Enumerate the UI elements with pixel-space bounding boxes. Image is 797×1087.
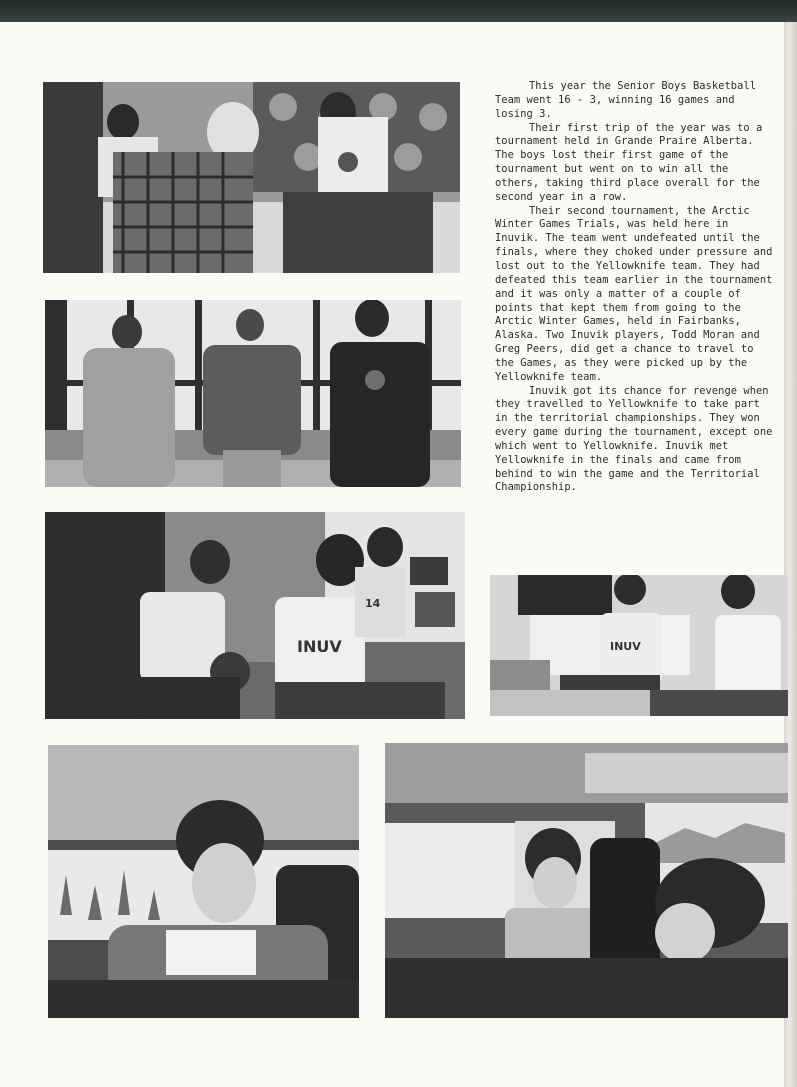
article-paragraph: Their second tournament, the Arctic Winter Games Trials, was held here in Inuvik. The team went undefeated until the finals, where they choked under pressure and lost out to the Yellowknife team. They had defeated this team earlier in the tournament and it was only a matter of a couple of points that kept them from going to the Arctic Winter Games, held in Fairbanks, Alaska. Two Inuvik players, Todd Moran and Greg Peers, did get a chance to travel to the Games, as they were picked up by the Yellowknife team.: [495, 204, 773, 383]
photo-player-in-van: [48, 745, 359, 1018]
jersey-number: 14: [365, 597, 381, 610]
article-paragraph: Their first trip of the year was to a tournament held in Grande Praire Alberta. The boys lost their first game of the tournament but went on to win all the others, taking third place overall for the second year in a row.: [495, 121, 763, 203]
photo-players-in-truck: [385, 743, 788, 1018]
jersey-text-left: INUV: [297, 637, 342, 656]
photo-players-with-basketball: [45, 512, 465, 719]
jersey-text-right: INUV: [610, 640, 641, 653]
article-paragraph: Inuvik got its chance for revenge when they travelled to Yellowknife to take part in the territorial championships. They won every game during the tournament, except one which went to Yellowknife. Inuvik met Yellowknife in the finals and came from behind to win the game and the Territorial Championship.: [495, 384, 773, 494]
photo-team-lounging: [43, 82, 460, 273]
photo-players-winter-jackets: [45, 300, 461, 487]
article-paragraph: This year the Senior Boys Basketball Team went 16 - 3, winning 16 games and losing 3.: [495, 80, 757, 120]
photo-players-by-window: [490, 575, 788, 716]
article-body: [495, 80, 775, 495]
page-top-band: [0, 0, 797, 22]
